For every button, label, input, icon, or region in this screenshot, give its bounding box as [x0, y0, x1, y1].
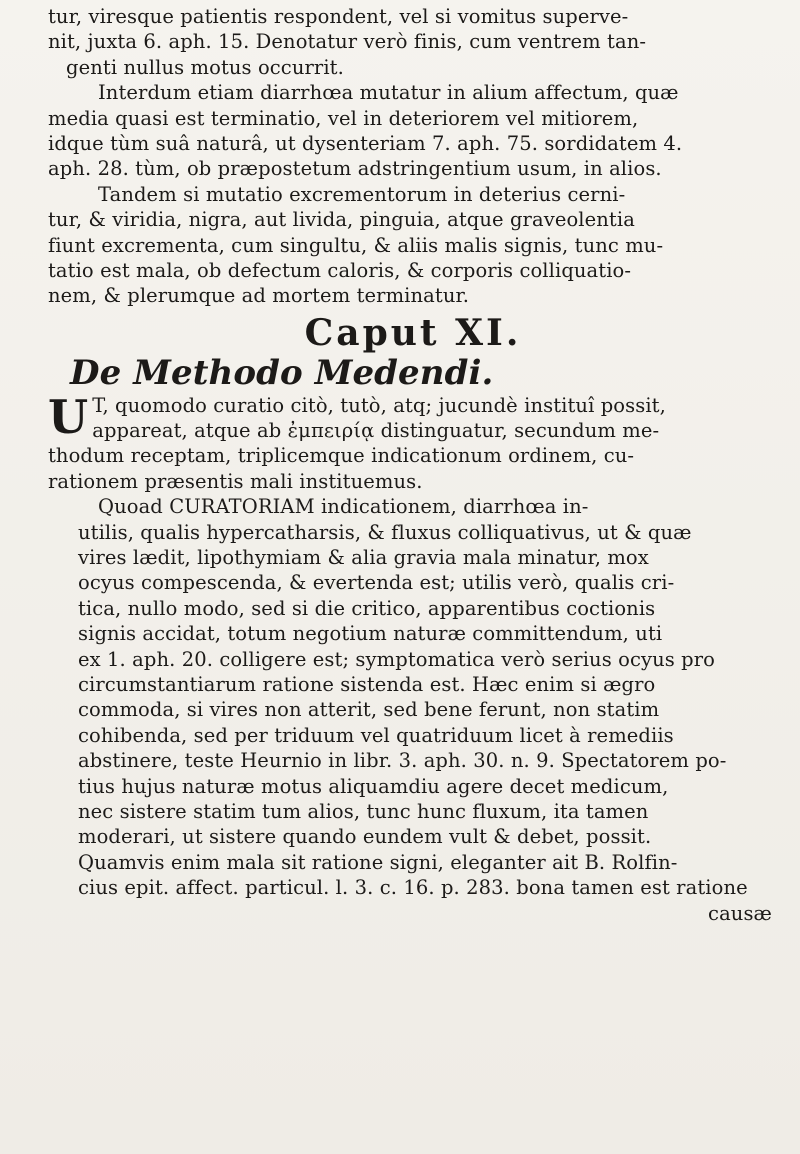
- text-line: tur, viresque patientis respondent, vel si vomitus superve-: [48, 5, 629, 28]
- text-line: abstinere, teste Heurnio in libr. 3. aph. 30. n. 9. Spectatorem po-: [78, 749, 727, 773]
- text-line: tius hujus naturæ motus aliquamdiu agere decet medicum,: [78, 774, 669, 798]
- text-line: circumstantiarum ratione sistenda est. Hæc enim si ægro: [78, 672, 656, 696]
- catchword: causæ: [708, 901, 772, 925]
- text-line: vires lædit, lipothymiam & alia gravia mala minatur, mox: [78, 546, 649, 570]
- text-line: cohibenda, sed per triduum vel quatriduum licet à remediis: [78, 723, 674, 747]
- text-line: Quoad CURATORIAM indicationem, diarrhœa in-: [98, 495, 589, 519]
- chapter-title: De Methodo Medendi.: [70, 352, 494, 393]
- text-line: aph. 28. tùm, ob præpostetum adstringentium usum, in alios.: [48, 157, 662, 181]
- text-line: Tandem si mutatio excrementorum in deterius cerni-: [98, 182, 626, 206]
- opening-paragraph: [48, 389, 778, 495]
- text-line: genti nullus motus occurrit.: [66, 55, 344, 79]
- text-line: tatio est mala, ob defectum caloris, & corporis colliquatio-: [48, 258, 632, 282]
- text-line: fiunt excrementa, cum singultu, & aliis malis signis, tunc mu-: [48, 233, 664, 257]
- text-line: thodum receptam, triplicemque indicationum ordinem, cu-: [48, 444, 635, 468]
- text-line: idque tùm suâ naturâ, ut dysenteriam 7. aph. 75. sordidatem 4.: [48, 131, 683, 155]
- text-line: nem, & plerumque ad mortem terminatur.: [48, 284, 470, 308]
- text-line: ocyus compescenda, & evertenda est; utilis verò, qualis cri-: [78, 571, 675, 595]
- text-line: media quasi est terminatio, vel in deteriorem vel mitiorem,: [48, 106, 639, 130]
- chapter-heading: Caput XI.: [304, 311, 522, 354]
- text-line: Interdum etiam diarrhœa mutatur in alium affectum, quæ: [98, 81, 679, 105]
- text-line: nit, juxta 6. aph. 15. Denotatur verò finis, cum ventrem tan-: [48, 30, 647, 54]
- text-line: cius epit. affect. particul. l. 3. c. 16. p. 283. bona tamen est ratione: [78, 876, 748, 900]
- text-line: rationem præsentis mali instituemus.: [48, 469, 423, 493]
- text-block: [48, 4, 778, 926]
- text-line: commoda, si vires non atterit, sed bene ferunt, non statim: [78, 698, 660, 722]
- text-line: ex 1. aph. 20. colligere est; symptomatica verò serius ocyus pro: [78, 647, 715, 671]
- text-line: tur, & viridia, nigra, aut livida, pinguia, atque graveolentia: [48, 208, 635, 232]
- text-line: moderari, ut sistere quando eundem vult & debet, possit.: [78, 825, 652, 849]
- text-line: appareat, atque ab ἐμπειρίᾳ distinguatur, secundum me-: [92, 419, 660, 443]
- text-line: nec sistere statim tum alios, tunc hunc fluxum, ita tamen: [78, 799, 649, 823]
- text-line: Quamvis enim mala sit ratione signi, eleganter ait B. Rolfin-: [78, 850, 678, 874]
- text-line: T, quomodo curatio citò, tutò, atq; jucundè instituî possit,: [92, 393, 666, 417]
- text-line: utilis, qualis hypercatharsis, & fluxus colliquativus, ut & quæ: [78, 520, 692, 544]
- text-line: signis accidat, totum negotium naturæ committendum, uti: [78, 622, 663, 646]
- text-line: tica, nullo modo, sed si die critico, apparentibus coctionis: [78, 596, 656, 620]
- drop-capital: U: [48, 389, 89, 444]
